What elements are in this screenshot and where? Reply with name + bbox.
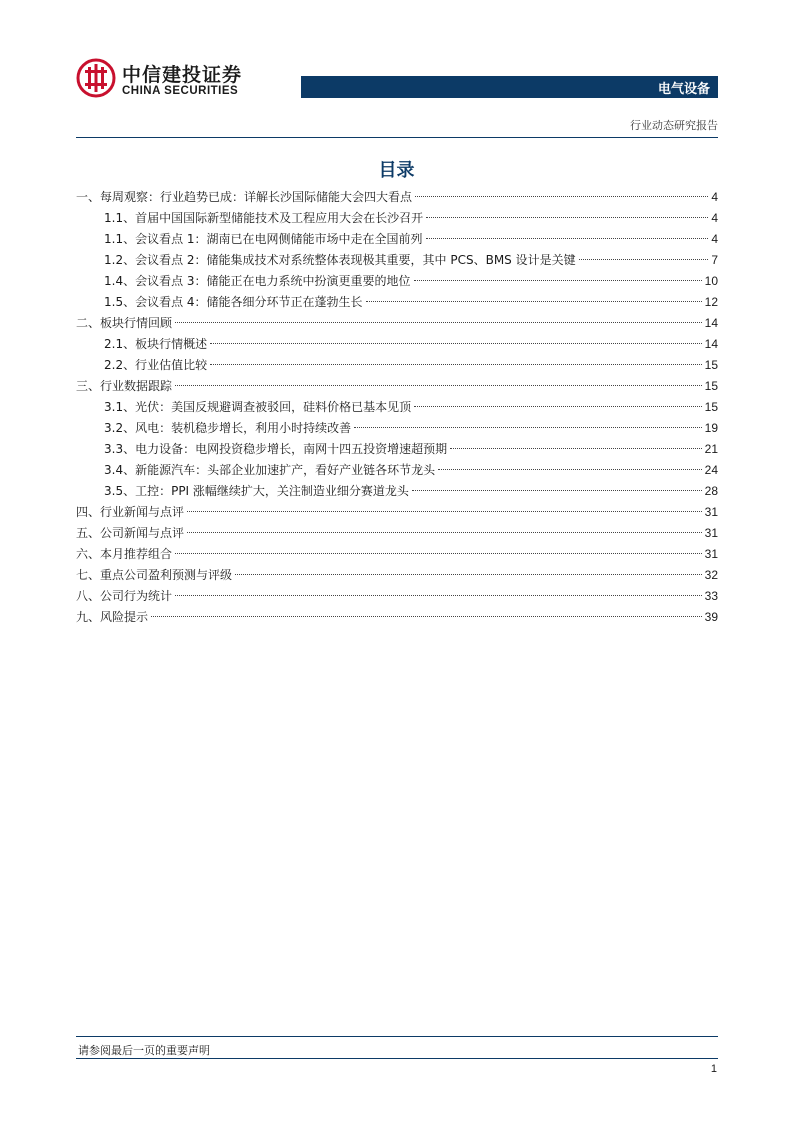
toc-entry[interactable] xyxy=(76,418,718,439)
toc-entry-title: 1.1、首届中国国际新型储能技术及工程应用大会在长沙召开 xyxy=(104,211,424,225)
footer-divider xyxy=(76,1036,718,1037)
toc-leader-dots xyxy=(579,259,709,260)
toc-entry-title: 五、公司新闻与点评 xyxy=(76,526,185,540)
toc-entry[interactable] xyxy=(76,292,718,313)
toc-leader-dots xyxy=(175,385,702,386)
company-logo xyxy=(76,58,256,102)
footer-divider-bottom xyxy=(76,1058,718,1059)
toc-leader-dots xyxy=(354,427,702,428)
toc-entry-page: 15 xyxy=(704,358,718,372)
logo-english-name: CHINA SECURITIES xyxy=(122,85,239,97)
toc-entry[interactable] xyxy=(76,334,718,355)
header-divider xyxy=(76,137,718,138)
toc-entry-page: 32 xyxy=(704,568,718,582)
toc-leader-dots xyxy=(151,616,702,617)
toc-entry-page: 31 xyxy=(704,505,718,519)
toc-leader-dots xyxy=(366,301,702,302)
toc-entry-title: 2.1、板块行情概述 xyxy=(104,337,208,351)
toc-entry-page: 14 xyxy=(704,337,718,351)
toc-entry[interactable] xyxy=(76,397,718,418)
toc-entry-page: 12 xyxy=(704,295,718,309)
toc-entry[interactable] xyxy=(76,544,718,565)
toc-entry-title: 一、每周观察：行业趋势已成：详解长沙国际储能大会四大看点 xyxy=(76,190,413,204)
toc-leader-dots xyxy=(175,553,702,554)
toc-entry-title: 四、行业新闻与点评 xyxy=(76,505,185,519)
toc-entry[interactable] xyxy=(76,439,718,460)
toc-leader-dots xyxy=(210,364,702,365)
toc-entry[interactable] xyxy=(76,187,718,208)
toc-entry[interactable] xyxy=(76,586,718,607)
toc-entry-title: 三、行业数据跟踪 xyxy=(76,379,173,393)
toc-entry[interactable] xyxy=(76,460,718,481)
toc-title: 目录 xyxy=(378,160,415,181)
toc-entry[interactable] xyxy=(76,502,718,523)
toc-entry-title: 八、公司行为统计 xyxy=(76,589,173,603)
toc-leader-dots xyxy=(414,280,702,281)
toc-leader-dots xyxy=(175,595,702,596)
toc-entry[interactable] xyxy=(76,607,718,628)
toc-entry[interactable] xyxy=(76,250,718,271)
table-of-contents xyxy=(76,187,718,628)
toc-entry-title: 九、风险提示 xyxy=(76,610,149,624)
toc-entry-title: 3.2、风电：装机稳步增长，利用小时持续改善 xyxy=(104,421,352,435)
toc-entry-page: 39 xyxy=(704,610,718,624)
toc-entry-title: 1.4、会议看点 3：储能正在电力系统中扮演更重要的地位 xyxy=(104,274,411,288)
toc-entry-title: 3.1、光伏：美国反规避调查被驳回，硅料价格已基本见顶 xyxy=(104,400,412,414)
toc-entry[interactable] xyxy=(76,313,718,334)
toc-entry-title: 2.2、行业估值比较 xyxy=(104,358,208,372)
toc-entry[interactable] xyxy=(76,271,718,292)
toc-leader-dots xyxy=(210,343,702,344)
toc-entry-page: 4 xyxy=(711,232,718,246)
toc-entry-page: 10 xyxy=(704,274,718,288)
toc-entry[interactable] xyxy=(76,229,718,250)
toc-leader-dots xyxy=(426,238,709,239)
toc-leader-dots xyxy=(187,511,702,512)
toc-entry-page: 31 xyxy=(704,526,718,540)
toc-entry-page: 4 xyxy=(711,190,718,204)
toc-leader-dots xyxy=(438,469,702,470)
disclaimer-note: 请参阅最后一页的重要声明 xyxy=(78,1044,210,1057)
toc-entry-page: 4 xyxy=(711,211,718,225)
toc-entry[interactable] xyxy=(76,376,718,397)
toc-entry-page: 24 xyxy=(704,463,718,477)
toc-entry-title: 七、重点公司盈利预测与评级 xyxy=(76,568,233,582)
china-securities-logo-icon xyxy=(76,58,116,98)
toc-leader-dots xyxy=(235,574,702,575)
toc-entry-page: 19 xyxy=(704,421,718,435)
toc-entry-title: 六、本月推荐组合 xyxy=(76,547,173,561)
toc-entry-page: 15 xyxy=(704,379,718,393)
toc-entry[interactable] xyxy=(76,523,718,544)
toc-entry-title: 二、板块行情回顾 xyxy=(76,316,173,330)
sector-label: 电气设备 xyxy=(657,82,710,97)
toc-entry-title: 3.3、电力设备：电网投资稳步增长，南网十四五投资增速超预期 xyxy=(104,442,448,456)
toc-leader-dots xyxy=(415,196,708,197)
toc-entry[interactable] xyxy=(76,481,718,502)
toc-entry[interactable] xyxy=(76,565,718,586)
toc-entry-title: 3.5、工控：PPI 涨幅继续扩大，关注制造业细分赛道龙头 xyxy=(104,484,409,498)
header-bar xyxy=(301,76,718,98)
toc-entry-page: 28 xyxy=(704,484,718,498)
logo-chinese-name: 中信建投证券 xyxy=(122,64,243,86)
toc-leader-dots xyxy=(187,532,702,533)
toc-leader-dots xyxy=(175,322,702,323)
toc-entry-page: 7 xyxy=(711,253,718,267)
toc-entry[interactable] xyxy=(76,355,718,376)
toc-entry-page: 31 xyxy=(704,547,718,561)
report-type: 行业动态研究报告 xyxy=(630,119,718,132)
toc-entry-title: 1.5、会议看点 4：储能各细分环节正在蓬勃生长 xyxy=(104,295,363,309)
toc-entry-page: 33 xyxy=(704,589,718,603)
toc-entry-page: 21 xyxy=(704,442,718,456)
toc-leader-dots xyxy=(426,217,708,218)
toc-entry-title: 3.4、新能源汽车：头部企业加速扩产，看好产业链各环节龙头 xyxy=(104,463,436,477)
toc-leader-dots xyxy=(412,490,702,491)
toc-entry-page: 14 xyxy=(704,316,718,330)
toc-entry-title: 1.2、会议看点 2：储能集成技术对系统整体表现极其重要，其中 PCS、BMS 设计是关键 xyxy=(104,253,576,267)
toc-leader-dots xyxy=(450,448,702,449)
page-number: 1 xyxy=(710,1063,717,1075)
toc-entry-page: 15 xyxy=(704,400,718,414)
toc-leader-dots xyxy=(414,406,702,407)
toc-entry[interactable] xyxy=(76,208,718,229)
toc-entry-title: 1.1、会议看点 1：湖南已在电网侧储能市场中走在全国前列 xyxy=(104,232,423,246)
